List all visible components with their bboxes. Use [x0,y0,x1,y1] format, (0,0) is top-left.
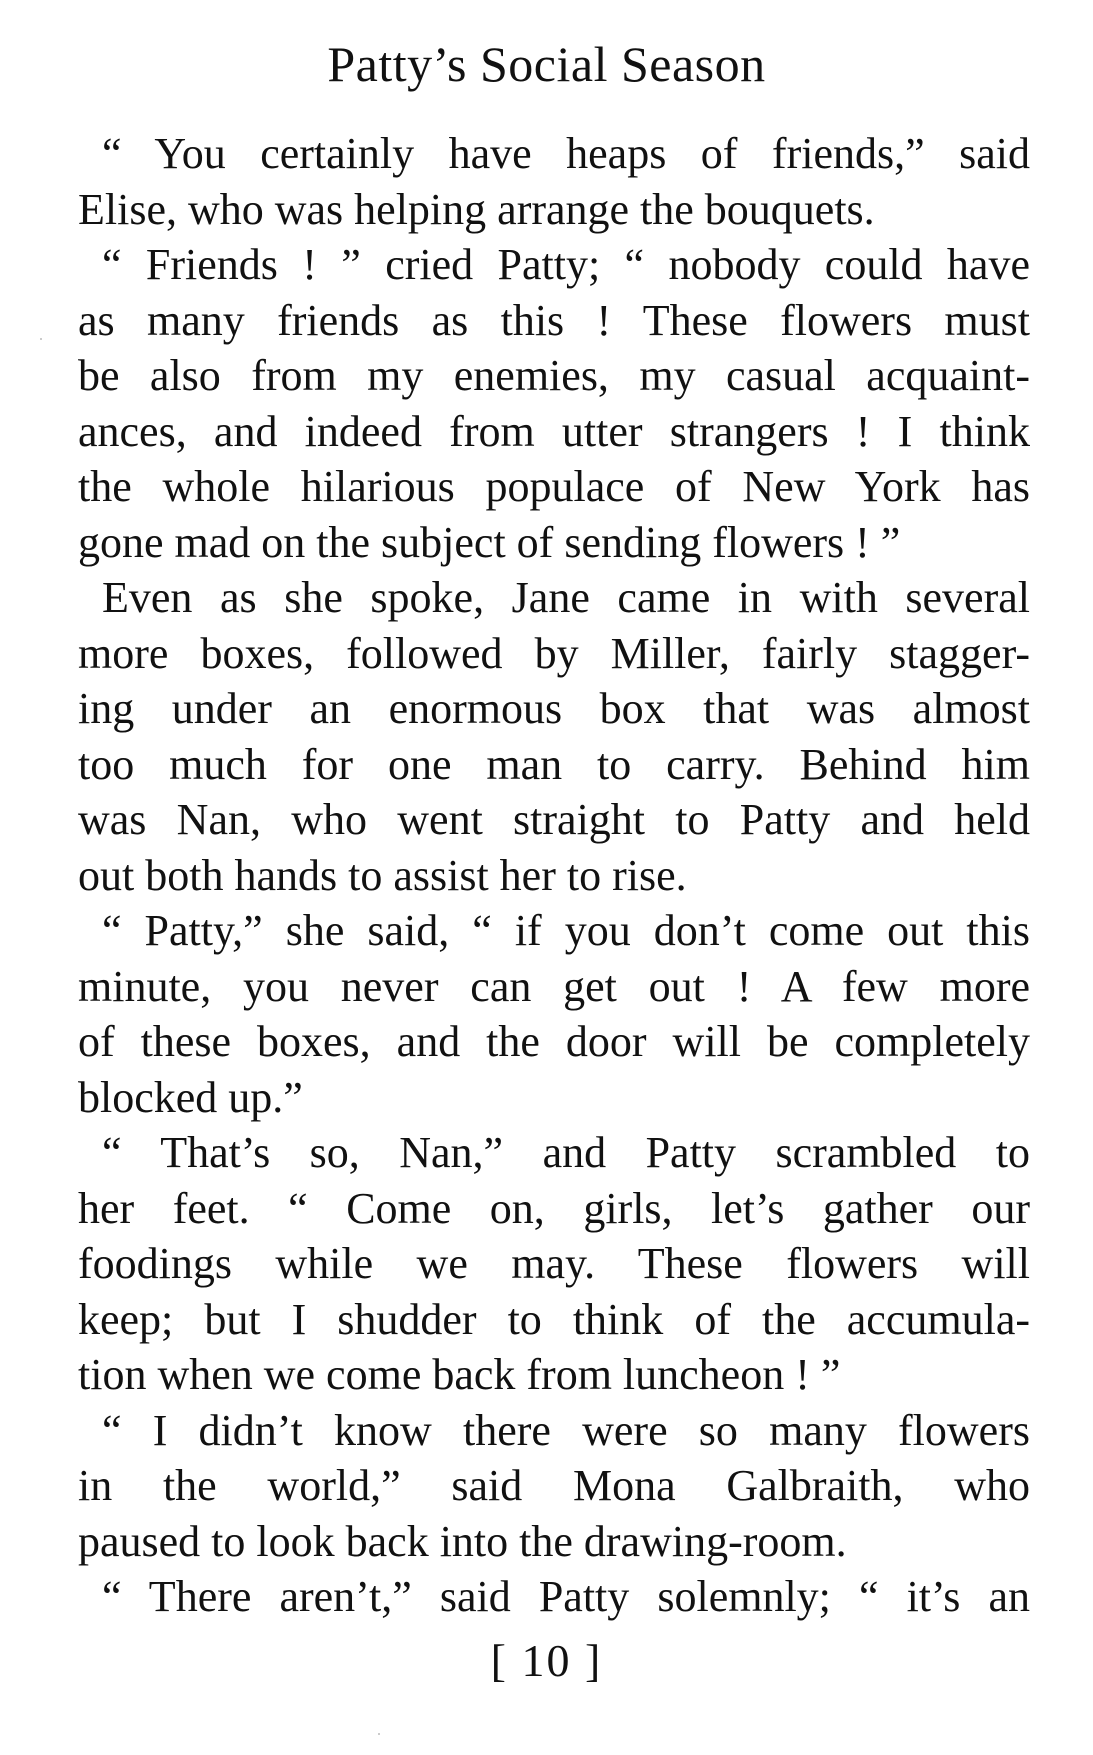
text-line: was Nan, who went straight to Patty and held [78,795,1030,844]
text-line: paused to look back into the drawing-room. [78,1516,847,1566]
text-line: “ You certainly have heaps of friends,” said [102,129,1030,178]
text-line: of these boxes, and the door will be completely [78,1017,1030,1066]
running-head: Patty’s Social Season [327,36,766,92]
text-line: “ Patty,” she said, “ if you don’t come out this [102,906,1030,955]
page-number: [ 10 ] [490,1635,603,1686]
text-line: keep; but I shudder to think of the accumula- [78,1294,1030,1344]
text-line: as many friends as this ! These flowers must [78,295,1030,345]
text-line: Elise, who was helping arrange the bouquets. [78,184,875,234]
text-line: “ I didn’t know there were so many flowers [102,1405,1030,1455]
text-line: blocked up.” [78,1072,303,1122]
paper-speck [40,338,42,340]
text-line: “ Friends ! ” cried Patty; “ nobody could have [102,240,1030,289]
text-line: more boxes, followed by Miller, fairly stagger- [78,628,1030,678]
text-line: too much for one man to carry. Behind him [78,739,1030,789]
text-line: the whole hilarious populace of New York has [78,462,1030,511]
text-line: ances, and indeed from utter strangers ! I think [78,406,1030,456]
text-line: out both hands to assist her to rise. [78,850,687,900]
text-line: Even as she spoke, Jane came in with several [102,573,1030,622]
text-line: be also from my enemies, my casual acquaint- [78,351,1030,400]
text-line: in the world,” said Mona Galbraith, who [78,1461,1030,1510]
body-text [78,126,1030,1625]
text-line: foodings while we may. These flowers will [78,1239,1030,1288]
text-line: “ There aren’t,” said Patty solemnly; “ it’s an [102,1572,1030,1621]
text-line: “ That’s so, Nan,” and Patty scrambled to [102,1128,1030,1177]
text-line: minute, you never can get out ! A few more [78,961,1030,1011]
text-line: gone mad on the subject of sending flowers ! ” [78,517,901,567]
paper-speck [378,1733,380,1735]
text-line: tion when we come back from luncheon ! ” [78,1350,841,1399]
text-line: her feet. “ Come on, girls, let’s gather our [78,1183,1030,1233]
text-line: ing under an enormous box that was almost [78,684,1030,733]
